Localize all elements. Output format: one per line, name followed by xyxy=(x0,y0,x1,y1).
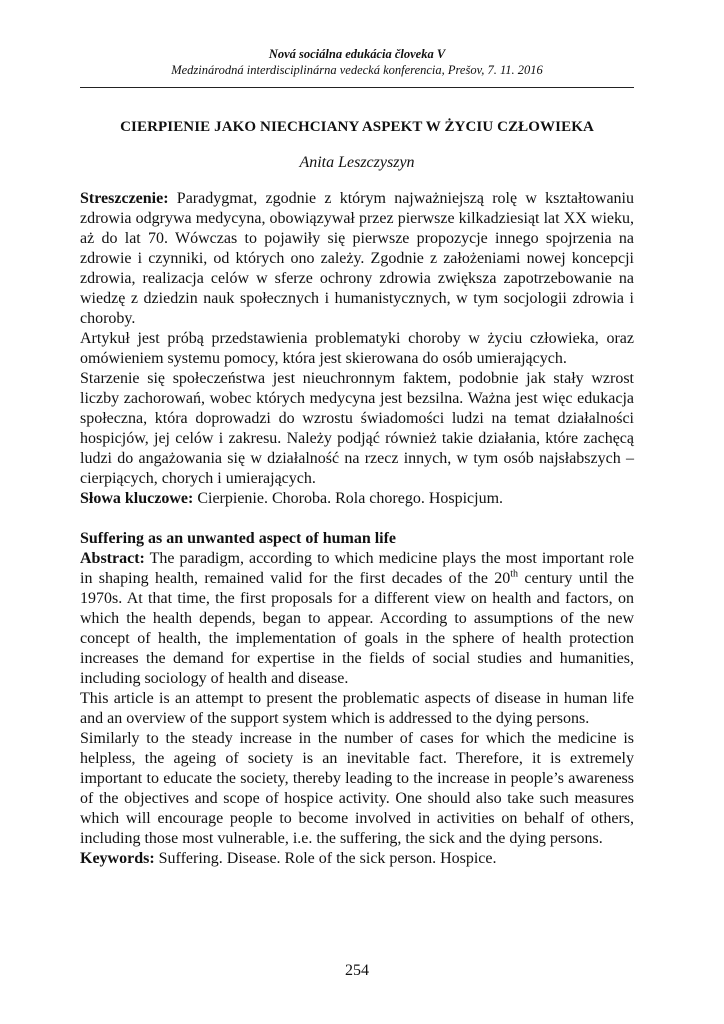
english-abstract-text-1a: The paradigm, according to which medicine plays the most important role in shaping health, remained valid for the first decades of the 20 xyxy=(80,550,634,587)
english-superscript: th xyxy=(510,568,519,580)
running-header xyxy=(80,46,634,78)
polish-keywords-label: Słowa kluczowe: xyxy=(80,490,194,507)
page-number: 254 xyxy=(345,962,369,979)
polish-keywords xyxy=(80,489,634,509)
english-keywords-text: Suffering. Disease. Role of the sick person. Hospice. xyxy=(154,850,497,867)
polish-abstract-p3: Starzenie się społeczeństwa jest nieuchronnym faktem, podobnie jak stały wzrost liczby zachorowań, wobec których medycyna jest bezsilna. Ważna jest więc edukacja społeczna, która doprowadzi do wzrostu świadomości ludzi na temat działalności hospicjów, jej celów i zakresu. Należy podjąć również takie działania, które zachęcą ludzi do angażowania się w działalność na rzecz innych, w tym osób najsłabszych – cierpiących, chorych i umierających. xyxy=(80,370,634,487)
english-keywords xyxy=(80,849,634,869)
english-abstract-p2: This article is an attempt to present the problematic aspects of disease in human life and an overview of the support system which is addressed to the dying persons. xyxy=(80,690,634,727)
english-title xyxy=(80,529,634,549)
article-body xyxy=(80,189,634,869)
english-keywords-label: Keywords: xyxy=(80,850,155,867)
header-journal-title: Nová sociálna edukácia človeka V xyxy=(268,47,446,61)
polish-abstract-p1 xyxy=(80,189,634,329)
author-name: Anita Leszczyszyn xyxy=(299,154,415,171)
polish-abstract-text-1: Paradygmat, zgodnie z którym najważniejszą rolę w kształtowaniu zdrowia odgrywa medycyna, obowiązywał przez pierwsze kilkadziesiąt lat XX wieku, aż do lat 70. Wówczas to pojawiły się pierwsze propozycje innego spojrzenia na zdrowie i czynniki, od których ono zależy. Zgodnie z założeniami nowej koncepcji zdrowia, realizacja celów w sferze ochrony zdrowia zwiększa zapotrzebowanie na wiedzę z dziedzin nauk społecznych i humanistycznych, w tym socjologii zdrowia i choroby. xyxy=(80,190,634,327)
polish-abstract-p2: Artykuł jest próbą przedstawienia problematyki choroby w życiu człowieka, oraz omówieniem systemu pomocy, która jest skierowana do osób umierających. xyxy=(80,330,634,367)
english-abstract-p3: Similarly to the steady increase in the number of cases for which the medicine is helpless, the ageing of society is an inevitable fact. Therefore, it is extremely important to educate the society, thereby leading to the increase in people’s awareness of the objectives and scope of hospice activity. One should also take such measures which will encourage people to become involved in activities on behalf of others, including those most vulnerable, i.e. the suffering, the sick and the dying persons. xyxy=(80,730,634,847)
polish-keywords-text: Cierpienie. Choroba. Rola chorego. Hospicjum. xyxy=(193,490,504,507)
polish-abstract-label: Streszczenie: xyxy=(80,190,169,207)
header-conference-info: Medzinárodná interdisciplinárna vedecká konferencia, Prešov, 7. 11. 2016 xyxy=(171,63,543,77)
english-abstract-p1 xyxy=(80,549,634,689)
english-title-text: Suffering as an unwanted aspect of human life xyxy=(80,530,397,547)
header-rule xyxy=(80,87,634,88)
english-abstract-text-1b: century until the 1970s. At that time, the first proposals for a different view on health and factors, on which the health depends, began to appear. According to assumptions of the new concept of health, the implementation of goals in the sphere of health protection increases the demand for expertise in the fields of social studies and humanities, including sociology of health and disease. xyxy=(80,570,635,687)
article-title: CIERPIENIE JAKO NIECHCIANY ASPEKT W ŻYCIU CZŁOWIEKA xyxy=(120,119,594,135)
english-abstract-label: Abstract: xyxy=(80,550,145,567)
